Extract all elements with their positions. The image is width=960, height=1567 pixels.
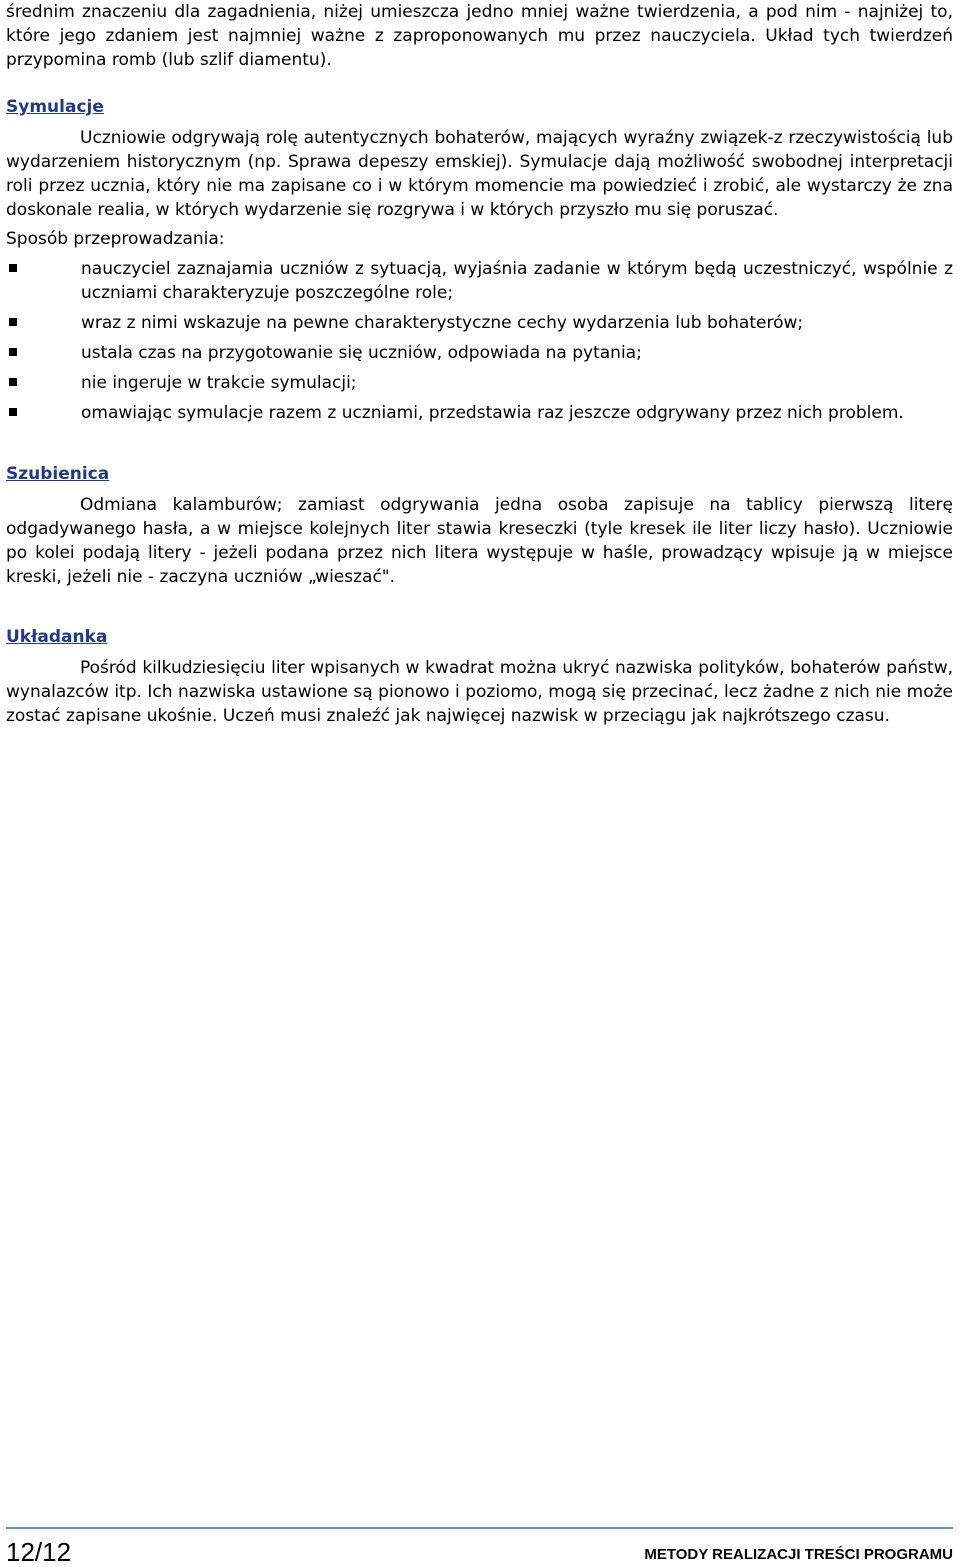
list-item	[6, 401, 953, 425]
ukladanka-paragraph: Pośród kilkudziesięciu liter wpisanych w kwadrat można ukryć nazwiska polityków, bohaterów państw, wynalazców itp. Ich nazwiska ustawione są pionowo i poziomo, mogą się przecinać, lecz żadne z nich nie może zostać zapisane ukośnie. Uczeń musi znaleźć jak najwięcej nazwisk w przeciągu jak najkrótszego czasu.	[6, 658, 953, 726]
page-footer	[6, 1527, 953, 1567]
section-ukladanka	[6, 625, 953, 728]
section-szubienica	[6, 462, 953, 589]
intro-paragraph: średnim znaczeniu dla zagadnienia, niżej umieszcza jedno mniej ważne twierdzenia, a pod nim - najniżej to, które jego zdaniem jest najmniej ważne z zaproponowanych mu przez nauczyciela. Układ tych twierdzeń przypomina romb (lub szlif diamentu).	[6, 2, 953, 70]
list-item-text: nie ingeruje w trakcie symulacji;	[81, 373, 357, 393]
list-item	[6, 257, 953, 305]
section-heading-szubienica: Szubienica	[6, 464, 110, 484]
square-bullet-icon	[9, 264, 17, 272]
square-bullet-icon	[9, 348, 17, 356]
list-item-text: ustala czas na przygotowanie się uczniów, odpowiada na pytania;	[81, 343, 642, 363]
section-heading-symulacje: Symulacje	[6, 97, 104, 117]
footer-divider	[6, 1527, 953, 1529]
section-symulacje	[6, 95, 953, 425]
steps-list	[6, 257, 953, 425]
square-bullet-icon	[9, 378, 17, 386]
list-item-text: nauczyciel zaznajamia uczniów z sytuacją, wyjaśnia zadanie w którym będą uczestniczyć, wspólnie z uczniami charakteryzuje poszczególne role;	[81, 259, 953, 303]
square-bullet-icon	[9, 408, 17, 416]
footer-title: METODY REALIZACJI TREŚCI PROGRAMU	[644, 1546, 953, 1563]
symulacje-paragraph: Uczniowie odgrywają rolę autentycznych bohaterów, mających wyraźny związek-z rzeczywistością lub wydarzeniem historycznym (np. Sprawa depeszy emskiej). Symulacje dają możliwość swobodnej interpretacji roli przez ucznia, który nie ma zapisane co i w którym momencie ma powiedzieć i zrobić, ale wystarczy że zna doskonale realia, w których wydarzenie się rozgrywa i w których przyszło mu się poruszać.	[6, 128, 953, 220]
list-item-text: omawiając symulacje razem z uczniami, przedstawia raz jeszcze odgrywany przez nich problem.	[81, 403, 904, 423]
square-bullet-icon	[9, 318, 17, 326]
list-item	[6, 311, 953, 335]
page-number: 12/12	[6, 1537, 72, 1567]
szubienica-paragraph: Odmiana kalamburów; zamiast odgrywania jedna osoba zapisuje na tablicy pierwszą literę odgadywanego hasła, a w miejsce kolejnych liter stawia kreseczki (tyle kresek ile liter liczy hasło). Uczniowie po kolei podają litery - jeżeli podana przez nich litera występuje w haśle, prowadzący wpisuje ją w miejsce kreski, jeżeli nie - zaczyna uczniów „wieszać".	[6, 495, 953, 587]
list-item	[6, 371, 953, 395]
list-item	[6, 341, 953, 365]
document-page	[6, 0, 953, 728]
method-label: Sposób przeprowadzania:	[6, 229, 225, 249]
list-item-text: wraz z nimi wskazuje na pewne charakterystyczne cechy wydarzenia lub bohaterów;	[81, 313, 804, 333]
section-heading-ukladanka: Układanka	[6, 627, 108, 647]
